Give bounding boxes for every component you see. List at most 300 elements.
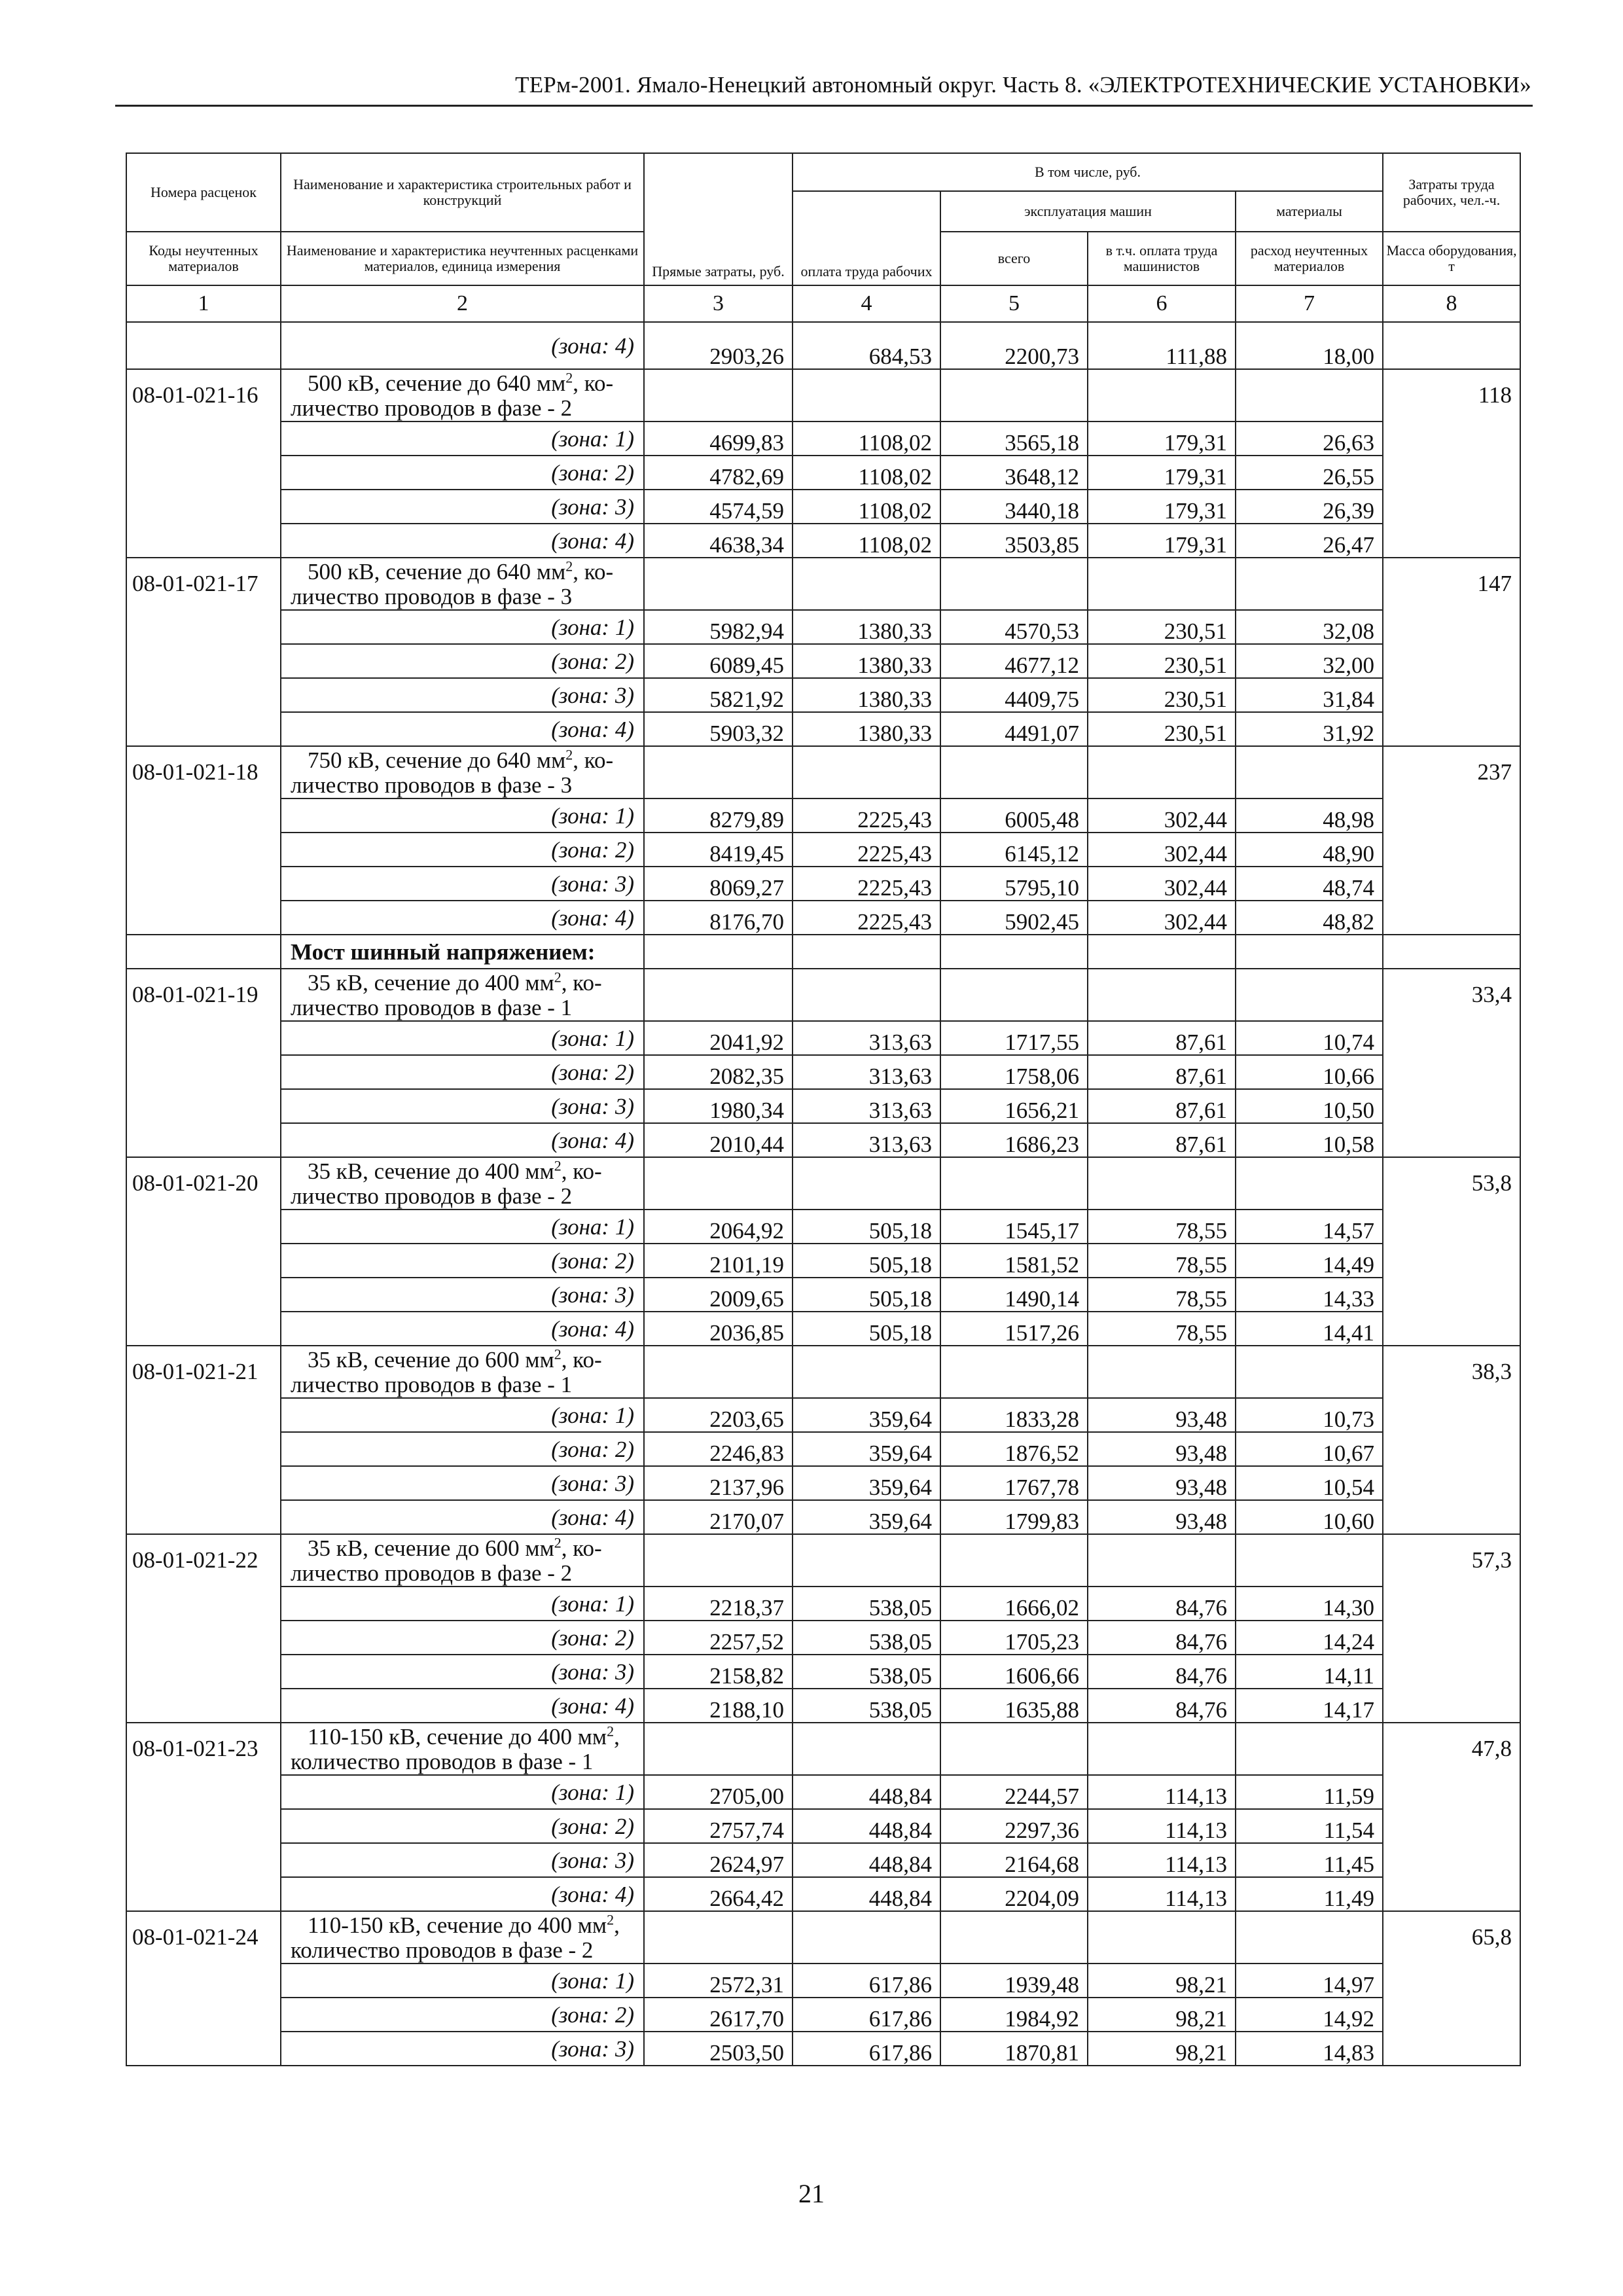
empty-cell <box>1236 558 1383 610</box>
page-number: 21 <box>798 2179 825 2208</box>
empty-cell <box>1088 369 1236 422</box>
equipment-mass: 38,3 <box>1383 1346 1520 1534</box>
wages-value: 1380,33 <box>793 610 940 644</box>
wages-value: 359,64 <box>793 1398 940 1432</box>
description-text: личество проводов в фазе - 2 <box>291 1183 573 1209</box>
zone-row <box>126 1312 1520 1346</box>
rate-code: 08-01-021-16 <box>126 369 281 558</box>
wages-value: 313,63 <box>793 1055 940 1089</box>
equipment-mass: 147 <box>1383 558 1520 746</box>
description-superscript: 2 <box>565 558 573 575</box>
empty-cell <box>940 369 1088 422</box>
description-text: , <box>614 1724 620 1749</box>
description-text: количество проводов в фазе - 1 <box>291 1749 594 1774</box>
section-title: Мост шинный напряжением: <box>281 935 644 969</box>
zone-row <box>126 1466 1520 1500</box>
equipment-mass: 57,3 <box>1383 1534 1520 1723</box>
direct-cost-value: 2624,97 <box>644 1843 793 1877</box>
machinists-wages-value: 78,55 <box>1088 1210 1236 1244</box>
labor-value: 14,57 <box>1236 1210 1383 1244</box>
zone-row <box>126 678 1520 712</box>
labor-value: 10,50 <box>1236 1089 1383 1123</box>
wages-value: 2225,43 <box>793 867 940 901</box>
table-body <box>126 322 1520 2066</box>
machinists-wages-value: 179,31 <box>1088 524 1236 558</box>
machines-total-value: 1606,66 <box>940 1655 1088 1689</box>
machinists-wages-value: 78,55 <box>1088 1278 1236 1312</box>
direct-cost-value: 2218,37 <box>644 1587 793 1621</box>
labor-value: 10,67 <box>1236 1432 1383 1466</box>
labor-value: 14,11 <box>1236 1655 1383 1689</box>
wages-value: 448,84 <box>793 1775 940 1809</box>
direct-cost-value: 2246,83 <box>644 1432 793 1466</box>
machines-total-value: 1984,92 <box>940 1998 1088 2032</box>
machines-total-value: 1666,02 <box>940 1587 1088 1621</box>
machines-total-value: 2200,73 <box>940 322 1088 369</box>
zone-label: (зона: 3) <box>281 1089 644 1123</box>
labor-value: 11,59 <box>1236 1775 1383 1809</box>
empty-cell <box>1088 935 1236 969</box>
machinists-wages-value: 302,44 <box>1088 833 1236 867</box>
column-number: 7 <box>1236 285 1383 322</box>
column-numbers-row <box>126 285 1520 322</box>
rate-code: 08-01-021-24 <box>126 1911 281 2066</box>
description-text: личество проводов в фазе - 2 <box>291 395 573 421</box>
equipment-mass: 33,4 <box>1383 969 1520 1157</box>
zone-row <box>126 901 1520 935</box>
direct-cost-value: 2188,10 <box>644 1689 793 1723</box>
wages-value: 1108,02 <box>793 456 940 490</box>
machines-total-value: 1686,23 <box>940 1123 1088 1157</box>
empty-cell <box>793 935 940 969</box>
wages-value: 538,05 <box>793 1621 940 1655</box>
labor-value: 14,30 <box>1236 1587 1383 1621</box>
machinists-wages-value: 78,55 <box>1088 1312 1236 1346</box>
labor-value: 14,41 <box>1236 1312 1383 1346</box>
zone-row <box>126 833 1520 867</box>
empty-cell <box>1088 558 1236 610</box>
header-machines-total: всего <box>940 232 1088 285</box>
labor-value: 32,08 <box>1236 610 1383 644</box>
description-superscript: 2 <box>565 369 573 386</box>
rate-row <box>126 1346 1520 1398</box>
zone-row <box>126 1210 1520 1244</box>
description-text: , ко- <box>561 970 602 996</box>
column-number: 2 <box>281 285 644 322</box>
description-superscript: 2 <box>607 1911 615 1928</box>
labor-value: 26,55 <box>1236 456 1383 490</box>
zone-row <box>126 712 1520 746</box>
description-text: 500 кВ, сечение до 640 мм <box>308 370 566 396</box>
description-text: 750 кВ, сечение до 640 мм <box>308 747 566 773</box>
direct-cost-value: 2064,92 <box>644 1210 793 1244</box>
machinists-wages-value: 93,48 <box>1088 1398 1236 1432</box>
description-superscript: 2 <box>554 1157 562 1174</box>
labor-value: 31,84 <box>1236 678 1383 712</box>
direct-cost-value: 8069,27 <box>644 867 793 901</box>
labor-value: 11,45 <box>1236 1843 1383 1877</box>
empty-cell <box>644 1157 793 1210</box>
labor-value: 48,90 <box>1236 833 1383 867</box>
labor-value: 11,54 <box>1236 1809 1383 1843</box>
zone-label: (зона: 1) <box>281 798 644 833</box>
zone-label: (зона: 1) <box>281 422 644 456</box>
header-material-codes: Коды неучтенных материалов <box>126 232 281 285</box>
empty-cell <box>1236 1723 1383 1775</box>
description-text: 110-150 кВ, сечение до 400 мм <box>308 1724 607 1749</box>
description-text: , ко- <box>573 559 614 584</box>
empty-cell <box>1236 1346 1383 1398</box>
wages-value: 313,63 <box>793 1123 940 1157</box>
machinists-wages-value: 111,88 <box>1088 322 1236 369</box>
labor-value: 10,54 <box>1236 1466 1383 1500</box>
rate-code: 08-01-021-18 <box>126 746 281 935</box>
labor-value: 11,49 <box>1236 1877 1383 1911</box>
empty-cell <box>644 1346 793 1398</box>
price-table-container <box>126 152 1520 2066</box>
wages-value: 684,53 <box>793 322 940 369</box>
zone-row <box>126 1089 1520 1123</box>
header-work-name: Наименование и характеристика строительных работ и конструкций <box>281 153 644 232</box>
empty-cell <box>1236 746 1383 798</box>
direct-cost-value: 2572,31 <box>644 1964 793 1998</box>
direct-cost-value: 2903,26 <box>644 322 793 369</box>
price-table <box>126 152 1521 2066</box>
column-number: 5 <box>940 285 1088 322</box>
labor-value: 31,92 <box>1236 712 1383 746</box>
empty-cell <box>1236 1157 1383 1210</box>
zone-label: (зона: 2) <box>281 644 644 678</box>
wages-value: 1380,33 <box>793 678 940 712</box>
zone-row <box>126 1500 1520 1534</box>
machines-total-value: 2204,09 <box>940 1877 1088 1911</box>
machines-total-value: 1635,88 <box>940 1689 1088 1723</box>
machines-total-value: 4409,75 <box>940 678 1088 712</box>
direct-cost-value: 2503,50 <box>644 2032 793 2066</box>
machines-total-value: 6145,12 <box>940 833 1088 867</box>
machinists-wages-value: 230,51 <box>1088 678 1236 712</box>
wages-value: 617,86 <box>793 2032 940 2066</box>
labor-value: 10,74 <box>1236 1021 1383 1055</box>
description-text: 500 кВ, сечение до 640 мм <box>308 559 566 584</box>
empty-cell <box>644 369 793 422</box>
labor-value: 26,47 <box>1236 524 1383 558</box>
machines-total-value: 4491,07 <box>940 712 1088 746</box>
description-text: 35 кВ, сечение до 400 мм <box>308 970 554 996</box>
description-text: , ко- <box>561 1347 602 1372</box>
machines-total-value: 1876,52 <box>940 1432 1088 1466</box>
empty-cell <box>1236 1911 1383 1964</box>
zone-row <box>126 798 1520 833</box>
empty-cell <box>644 1534 793 1587</box>
empty-cell <box>940 746 1088 798</box>
labor-value: 26,63 <box>1236 422 1383 456</box>
direct-cost-value: 5982,94 <box>644 610 793 644</box>
description-superscript: 2 <box>554 1346 562 1363</box>
machines-total-value: 2244,57 <box>940 1775 1088 1809</box>
zone-row <box>126 1244 1520 1278</box>
zone-row <box>126 1398 1520 1432</box>
machinists-wages-value: 84,76 <box>1088 1689 1236 1723</box>
machinists-wages-value: 84,76 <box>1088 1655 1236 1689</box>
description-text: , ко- <box>573 370 614 396</box>
rate-row <box>126 558 1520 610</box>
machinists-wages-value: 114,13 <box>1088 1809 1236 1843</box>
zone-label: (зона: 1) <box>281 1210 644 1244</box>
machines-total-value: 1939,48 <box>940 1964 1088 1998</box>
machinists-wages-value: 179,31 <box>1088 422 1236 456</box>
zone-row <box>126 1278 1520 1312</box>
description-text: , <box>614 1912 620 1938</box>
zone-row <box>126 1621 1520 1655</box>
empty-cell <box>793 1723 940 1775</box>
rate-code: 08-01-021-23 <box>126 1723 281 1911</box>
rate-row <box>126 1157 1520 1210</box>
rate-row <box>126 1534 1520 1587</box>
column-number: 1 <box>126 285 281 322</box>
equipment-mass: 65,8 <box>1383 1911 1520 2066</box>
equipment-mass: 53,8 <box>1383 1157 1520 1346</box>
empty-cell <box>1088 1534 1236 1587</box>
wages-value: 359,64 <box>793 1432 940 1466</box>
empty-cell <box>793 558 940 610</box>
rate-row <box>126 369 1520 422</box>
zone-label: (зона: 2) <box>281 1621 644 1655</box>
zone-label: (зона: 4) <box>281 524 644 558</box>
zone-row <box>126 456 1520 490</box>
column-number: 4 <box>793 285 940 322</box>
empty-cell <box>1088 1723 1236 1775</box>
wages-value: 2225,43 <box>793 833 940 867</box>
labor-value: 48,98 <box>1236 798 1383 833</box>
direct-cost-value: 2617,70 <box>644 1998 793 2032</box>
direct-cost-value: 2203,65 <box>644 1398 793 1432</box>
machines-total-value: 1767,78 <box>940 1466 1088 1500</box>
direct-cost-value: 8176,70 <box>644 901 793 935</box>
equipment-mass: 47,8 <box>1383 1723 1520 1911</box>
direct-cost-value: 8419,45 <box>644 833 793 867</box>
direct-cost-value: 2170,07 <box>644 1500 793 1534</box>
direct-cost-value: 1980,34 <box>644 1089 793 1123</box>
direct-cost-value: 2757,74 <box>644 1809 793 1843</box>
direct-cost-value: 2257,52 <box>644 1621 793 1655</box>
zone-row <box>126 1809 1520 1843</box>
labor-value: 14,24 <box>1236 1621 1383 1655</box>
zone-label: (зона: 2) <box>281 833 644 867</box>
column-number: 6 <box>1088 285 1236 322</box>
labor-value: 14,83 <box>1236 2032 1383 2066</box>
zone-row <box>126 422 1520 456</box>
labor-value: 14,33 <box>1236 1278 1383 1312</box>
labor-value: 14,49 <box>1236 1244 1383 1278</box>
direct-cost-value: 2082,35 <box>644 1055 793 1089</box>
column-number: 8 <box>1383 285 1520 322</box>
zone-label: (зона: 1) <box>281 1587 644 1621</box>
zone-label: (зона: 2) <box>281 1432 644 1466</box>
rate-row <box>126 1723 1520 1775</box>
labor-value: 32,00 <box>1236 644 1383 678</box>
header-rule <box>115 105 1533 107</box>
zone-label: (зона: 4) <box>281 1312 644 1346</box>
machinists-wages-value: 87,61 <box>1088 1021 1236 1055</box>
description-superscript: 2 <box>554 969 562 986</box>
description-text: 35 кВ, сечение до 600 мм <box>308 1347 554 1372</box>
machines-total-value: 3565,18 <box>940 422 1088 456</box>
direct-cost-value: 4699,83 <box>644 422 793 456</box>
empty-cell <box>940 558 1088 610</box>
zone-label: (зона: 4) <box>281 1500 644 1534</box>
description-superscript: 2 <box>554 1534 562 1551</box>
machinists-wages-value: 302,44 <box>1088 901 1236 935</box>
header-equipment-mass: Масса оборудования, т <box>1383 232 1520 285</box>
zone-label: (зона: 3) <box>281 490 644 524</box>
empty-cell <box>940 935 1088 969</box>
equipment-mass: 118 <box>1383 369 1520 558</box>
wages-value: 1380,33 <box>793 644 940 678</box>
zone-label: (зона: 1) <box>281 1964 644 1998</box>
header-rate-numbers: Номера расценок <box>126 153 281 232</box>
description-superscript: 2 <box>607 1723 615 1740</box>
machinists-wages-value: 230,51 <box>1088 610 1236 644</box>
wages-value: 505,18 <box>793 1210 940 1244</box>
machines-total-value: 2164,68 <box>940 1843 1088 1877</box>
machinists-wages-value: 302,44 <box>1088 867 1236 901</box>
zone-row <box>126 1055 1520 1089</box>
zone-label: (зона: 4) <box>281 712 644 746</box>
machinists-wages-value: 93,48 <box>1088 1466 1236 1500</box>
equipment-mass: 237 <box>1383 746 1520 935</box>
rate-description <box>281 1723 644 1775</box>
wages-value: 448,84 <box>793 1843 940 1877</box>
empty-cell <box>1088 1911 1236 1964</box>
mass-cell <box>1383 322 1520 369</box>
labor-value: 48,74 <box>1236 867 1383 901</box>
labor-value: 10,73 <box>1236 1398 1383 1432</box>
rate-description <box>281 1534 644 1587</box>
machinists-wages-value: 78,55 <box>1088 1244 1236 1278</box>
zone-label: (зона: 4) <box>281 901 644 935</box>
description-text: 35 кВ, сечение до 400 мм <box>308 1158 554 1184</box>
zone-label: (зона: 1) <box>281 1775 644 1809</box>
machines-total-value: 1870,81 <box>940 2032 1088 2066</box>
section-title-row <box>126 935 1520 969</box>
machinists-wages-value: 179,31 <box>1088 490 1236 524</box>
description-text: личество проводов в фазе - 3 <box>291 584 573 609</box>
zone-row <box>126 490 1520 524</box>
zone-label: (зона: 3) <box>281 2032 644 2066</box>
direct-cost-value: 8279,89 <box>644 798 793 833</box>
rate-code: 08-01-021-17 <box>126 558 281 746</box>
description-text: личество проводов в фазе - 2 <box>291 1560 573 1586</box>
empty-cell <box>940 1911 1088 1964</box>
machines-total-value: 1717,55 <box>940 1021 1088 1055</box>
labor-value: 26,39 <box>1236 490 1383 524</box>
description-text: личество проводов в фазе - 1 <box>291 1372 573 1397</box>
machinists-wages-value: 114,13 <box>1088 1775 1236 1809</box>
zone-label: (зона: 4) <box>281 1877 644 1911</box>
direct-cost-value: 2101,19 <box>644 1244 793 1278</box>
description-text: , ко- <box>573 747 614 773</box>
machinists-wages-value: 87,61 <box>1088 1123 1236 1157</box>
wages-value: 505,18 <box>793 1278 940 1312</box>
direct-cost-value: 2664,42 <box>644 1877 793 1911</box>
direct-cost-value: 4782,69 <box>644 456 793 490</box>
empty-cell <box>793 1157 940 1210</box>
empty-cell <box>644 746 793 798</box>
description-text: личество проводов в фазе - 1 <box>291 995 573 1020</box>
machinists-wages-value: 230,51 <box>1088 644 1236 678</box>
zone-label: (зона: 3) <box>281 1466 644 1500</box>
machinists-wages-value: 93,48 <box>1088 1500 1236 1534</box>
zone-row <box>126 1587 1520 1621</box>
machinists-wages-value: 87,61 <box>1088 1089 1236 1123</box>
machinists-wages-value: 98,21 <box>1088 1964 1236 1998</box>
wages-value: 505,18 <box>793 1244 940 1278</box>
direct-cost-value: 4638,34 <box>644 524 793 558</box>
direct-cost-value: 2036,85 <box>644 1312 793 1346</box>
empty-cell <box>1088 1346 1236 1398</box>
rate-code-cell <box>126 935 281 969</box>
machinists-wages-value: 87,61 <box>1088 1055 1236 1089</box>
wages-value: 2225,43 <box>793 901 940 935</box>
empty-cell <box>793 1534 940 1587</box>
machines-total-value: 3503,85 <box>940 524 1088 558</box>
wages-value: 617,86 <box>793 1964 940 1998</box>
zone-row <box>126 1964 1520 1998</box>
direct-cost-value: 2137,96 <box>644 1466 793 1500</box>
machinists-wages-value: 114,13 <box>1088 1843 1236 1877</box>
rate-description <box>281 1157 644 1210</box>
zone-label: (зона: 3) <box>281 678 644 712</box>
header-materials: материалы <box>1236 191 1383 232</box>
rate-description <box>281 969 644 1021</box>
header-material-names: Наименование и характеристика неучтенных расценками материалов, единица измерения <box>281 232 644 285</box>
zone-label: (зона: 3) <box>281 1655 644 1689</box>
empty-cell <box>644 558 793 610</box>
zone-label: (зона: 3) <box>281 1843 644 1877</box>
zone-row <box>126 2032 1520 2066</box>
rate-row <box>126 969 1520 1021</box>
zone-label: (зона: 3) <box>281 1278 644 1312</box>
wages-value: 538,05 <box>793 1587 940 1621</box>
machines-total-value: 1517,26 <box>940 1312 1088 1346</box>
rate-description <box>281 1346 644 1398</box>
empty-cell <box>644 969 793 1021</box>
empty-cell <box>1236 369 1383 422</box>
empty-cell <box>1088 969 1236 1021</box>
machinists-wages-value: 84,76 <box>1088 1621 1236 1655</box>
zone-row <box>126 867 1520 901</box>
labor-value: 48,82 <box>1236 901 1383 935</box>
wages-value: 1108,02 <box>793 490 940 524</box>
rate-code: 08-01-021-20 <box>126 1157 281 1346</box>
direct-cost-value: 6089,45 <box>644 644 793 678</box>
zone-row <box>126 1021 1520 1055</box>
description-text: личество проводов в фазе - 3 <box>291 772 573 798</box>
empty-cell <box>644 1911 793 1964</box>
empty-cell <box>793 746 940 798</box>
zone-row <box>126 524 1520 558</box>
empty-cell <box>1236 1534 1383 1587</box>
empty-cell <box>940 1346 1088 1398</box>
machinists-wages-value: 93,48 <box>1088 1432 1236 1466</box>
description-text: , ко- <box>561 1158 602 1184</box>
machines-total-value: 1545,17 <box>940 1210 1088 1244</box>
labor-value: 10,60 <box>1236 1500 1383 1534</box>
rate-code-cell <box>126 322 281 369</box>
zone-label: (зона: 2) <box>281 1244 644 1278</box>
labor-value: 10,58 <box>1236 1123 1383 1157</box>
